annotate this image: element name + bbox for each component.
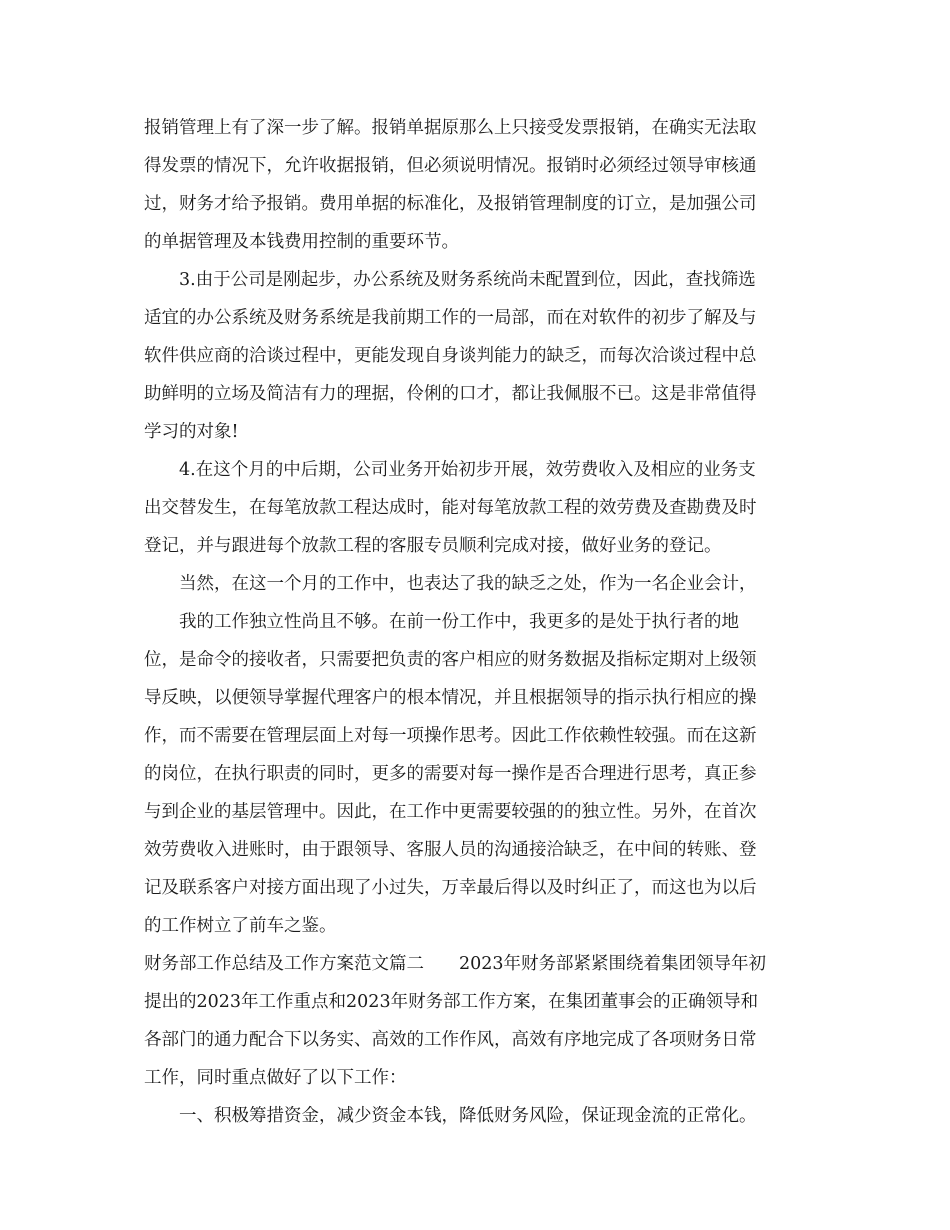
text-line: 登记，并与跟进每个放款工程的客服专员顺利完成对接，做好业务的登记。 [144, 536, 722, 556]
text-line: 过，财务才给予报销。费用单据的标准化，及报销管理制度的订立，是加强公司 [144, 194, 757, 214]
text-line: 的工作树立了前车之鉴。 [144, 916, 337, 936]
text-line: 导反映，以便领导掌握代理客户的根本情况，并且根据领导的指示执行相应的操 [144, 688, 757, 708]
text-line: 一、积极筹措资金，减少资金本钱，降低财务风险，保证现金流的正常化。 [179, 1106, 757, 1126]
text-line: 财务部工作总结及工作方案范文篇二 2023年财务部紧紧围绕着集团领导年初 [144, 954, 767, 974]
text-line: 与到企业的基层管理中。因此，在工作中更需要较强的的独立性。另外，在首次 [144, 802, 757, 822]
text-line: 记及联系客户对接方面出现了小过失，万幸最后得以及时纠正了，而这也为以后 [144, 878, 757, 898]
text-line: 我的工作独立性尚且不够。在前一份工作中，我更多的是处于执行者的地 [179, 612, 739, 632]
text-line: 3.由于公司是刚起步，办公系统及财务系统尚未配置到位，因此，查找筛选 [179, 270, 756, 290]
text-line: 提出的2023年工作重点和2023年财务部工作方案，在集团董事会的正确领导和 [144, 992, 759, 1012]
text-line: 效劳费收入进账时，由于跟领导、客服人员的沟通接洽缺乏，在中间的转账、登 [144, 840, 757, 860]
text-line: 学习的对象! [144, 422, 239, 442]
text-line: 出交替发生，在每笔放款工程达成时，能对每笔放款工程的效劳费及查勘费及时 [144, 498, 757, 518]
text-line: 各部门的通力配合下以务实、高效的工作作风，高效有序地完成了各项财务日常 [144, 1030, 757, 1050]
text-line: 报销管理上有了深一步了解。报销单据原那么上只接受发票报销，在确实无法取 [144, 118, 757, 138]
text-line: 助鲜明的立场及简洁有力的理据，伶俐的口才，都让我佩服不已。这是非常值得 [144, 384, 757, 404]
text-line: 的单据管理及本钱费用控制的重要环节。 [144, 232, 459, 252]
text-line: 的岗位，在执行职责的同时，更多的需要对每一操作是否合理进行思考，真正参 [144, 764, 757, 784]
text-line: 适宜的办公系统及财务系统是我前期工作的一局部，而在对软件的初步了解及与 [144, 308, 757, 328]
text-line: 位，是命令的接收者，只需要把负责的客户相应的财务数据及指标定期对上级领 [144, 650, 757, 670]
text-line: 当然，在这一个月的工作中，也表达了我的缺乏之处，作为一名企业会计， [179, 574, 757, 594]
text-line: 软件供应商的洽谈过程中，更能发现自身谈判能力的缺乏，而每次洽谈过程中总 [144, 346, 757, 366]
text-line: 工作，同时重点做好了以下工作： [144, 1068, 407, 1088]
text-line: 得发票的情况下，允许收据报销，但必须说明情况。报销时必须经过领导审核通 [144, 156, 757, 176]
text-line: 作，而不需要在管理层面上对每一项操作思考。因此工作依赖性较强。而在这新 [144, 726, 757, 746]
text-line: 4.在这个月的中后期，公司业务开始初步开展，效劳费收入及相应的业务支 [179, 460, 756, 480]
